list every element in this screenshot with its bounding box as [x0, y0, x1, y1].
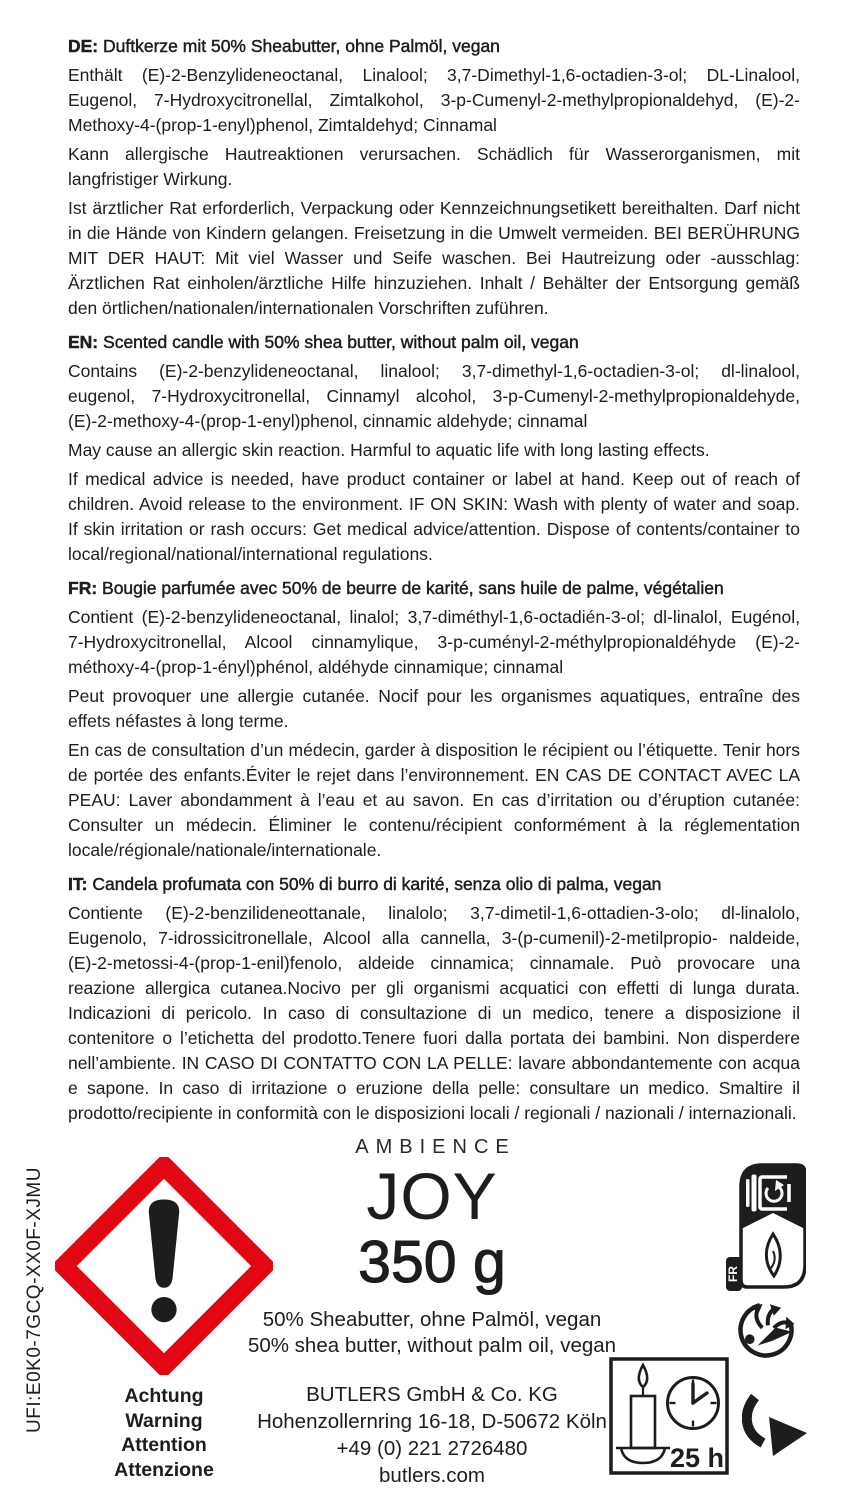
company-phone: +49 (0) 221 2726480: [336, 1437, 528, 1461]
section-it: [68, 872, 800, 1126]
burn-time-label: 25 h: [669, 1443, 724, 1473]
ufi-code: UFI:E0K0-7GCQ-XX0F-XJMU: [24, 1167, 45, 1433]
section-fr-title: FR: Bougie parfumée avec 50% de beurre de karité, sans huile de palme, végétalien: [68, 578, 724, 598]
section-en-title: EN: Scented candle with 50% shea butter, without palm oil, vegan: [68, 332, 579, 352]
info-tri-recycling-icon: [726, 1161, 806, 1291]
paragraph: Enthält (E)-2-Benzylideneoctanal, Linalool; 3,7-Dimethyl-1,6-octadien-3-ol; DL-Linalool, Eugenol, 7-Hydroxycitronellal, Zimtalkohol, 3-p-Cumenyl-2-methylpropionaldehyd, (E)-2-Methoxy-4-(prop-1-enyl)phenol, Zimtaldehyd; Cinnamal: [68, 65, 800, 135]
lang-prefix-fr: FR:: [68, 578, 98, 598]
section-de-title: DE: Duftkerze mit 50% Sheabutter, ohne Palmöl, vegan: [68, 36, 500, 56]
paragraph: Kann allergische Hautreaktionen verursachen. Schädlich für Wasserorganismen, mit langfristiger Wirkung.: [68, 144, 800, 189]
fr-tab-label: FR: [726, 1266, 741, 1282]
claim-en: 50% shea butter, without palm oil, vegan: [247, 1334, 617, 1358]
triman-recycling-icon: [737, 1301, 795, 1359]
company-website: butlers.com: [379, 1464, 485, 1488]
signal-word-de: Achtung: [124, 1385, 204, 1407]
section-en: [68, 330, 800, 567]
flame-icon: [766, 1234, 780, 1276]
paragraph: May cause an allergic skin reaction. Harmful to aquatic life with long lasting effects.: [68, 440, 710, 460]
net-weight: 350 g: [358, 1229, 506, 1296]
paragraph: Peut provoquer une allergie cutanée. Nocif pour les organismes aquatiques, entraîne des effets néfastes à long terme.: [68, 686, 800, 731]
paragraph: Ist ärztlicher Rat erforderlich, Verpackung oder Kennzeichnungsetikett bereithalten. Darf nicht in die Hände von Kindern gelangen. Freisetzung in die Umwelt vermeiden. BEI BERÜHRUNG MIT DER HAUT: Mit viel Wasser und Seife waschen. Bei Hautreizung oder -ausschlag: Ärztlichen Rat einholen/ärztliche Hilfe hinzuziehen. Inhalt / Behälter der Entsorgung gemäß den örtlichen/nationalen/internationalen Vorschriften zuführen.: [68, 198, 800, 318]
turn-label-arrow-icon: [742, 1394, 808, 1460]
lang-prefix-en: EN:: [68, 332, 99, 352]
burn-time-icon: [609, 1357, 729, 1475]
paragraph: Contains (E)-2-benzylideneoctanal, linalool; 3,7-dimethyl-1,6-octadien-3-ol; dl-linalool, eugenol, 7-Hydroxycitronellal, Cinnamyl alcohol, 3-p-Cumenyl-2-methylpropionaldehyde, (E)-2-methoxy-4-(prop-1-enyl)phenol, cinnamic aldehyde; cinnamal: [68, 361, 800, 431]
product-name: JOY: [366, 1159, 498, 1233]
brand-block: [232, 1136, 632, 1489]
paragraph: En cas de consultation d’un médecin, garder à disposition le récipient ou l’étiquette. Tenir hors de portée des enfants.Éviter le rejet dans l’environnement. EN CAS DE CONTACT AVEC LA PEAU: Laver abondamment à l’eau et au savon. En cas d’irritation ou d’éruption cutanée: Consulter un médecin. Éliminer le contenu/récipient conformément à la réglementation locale/régionale/nationale/internationale.: [68, 740, 800, 860]
company-address: [232, 1381, 632, 1489]
section-it-title: IT: Candela profumata con 50% di burro di karité, senza olio di palma, vegan: [68, 874, 662, 894]
section-de: [68, 34, 800, 321]
claim-de: 50% Sheabutter, ohne Palmöl, vegan: [262, 1308, 602, 1332]
paragraph: Contient (E)-2-benzylideneoctanal, linalol; 3,7-diméthyl-1,6-octadién-3-ol; dl-linalol, Eugénol, 7-Hydroxycitronellal, Alcool cinnamylique, 3-p-cuményl-2-méthylpropionaldéhyde (E)-2-méthoxy-4-(prop-1-ényl)phénol, aldéhyde cinnamique; cinnamal: [68, 607, 800, 677]
lang-prefix-it: IT:: [68, 874, 88, 894]
signal-word-en: Warning: [125, 1409, 203, 1432]
paragraph: Contiente (E)-2-benzilideneottanale, linalolo; 3,7-dimetil-1,6-ottadien-3-olo; dl-linalolo, Eugenolo, 7-idrossicitronellale, Alcool alla cannella, 3-(p-cumenil)-2-metilpropio- naldeide, (E)-2-metossi-4-(prop-1-enil)fenolo, aldeide cinnamica; cinnamale. Può provocare una reazione allergica cutanea.Nocivo per gli organismi acquatici con effetti di lunga durata. Indicazioni di pericolo. In caso di consultazione di un medico, tenere a disposizione il contenitore o l’etichetta del prodotto.Tenere fuori dalla portata dei bambini. Non disperdere nell’ambiente. IN CASO DI CONTATTO CON LA PELLE: lavare abbondantemente con acqua e sapone. In caso di irritazione o eruzione della pelle: consultare un medico. Smaltire il prodotto/recipiente in conformità con le disposizioni locali / regionali / nazionali / internazionali.: [68, 903, 800, 1123]
company-street: Hohenzollernring 16-18, D-50672 Köln: [257, 1410, 607, 1434]
product-claims: [232, 1307, 632, 1359]
paragraph: If medical advice is needed, have product container or label at hand. Keep out of reach of children. Avoid release to the environment. IF ON SKIN: Wash with plenty of water and soap. If skin irritation or rash occurs: Get medical advice/attention. Dispose of contents/container to local/regional/national/international regulations.: [68, 469, 800, 564]
collection-name: AMBIENCE: [355, 1136, 516, 1158]
section-fr: [68, 576, 800, 863]
hazard-text-block: [68, 34, 800, 1126]
signal-word-it: Attenzione: [114, 1458, 214, 1481]
lang-prefix-de: DE:: [68, 36, 99, 56]
company-name: BUTLERS GmbH & Co. KG: [306, 1383, 558, 1407]
clock-icon: [668, 1378, 719, 1429]
signal-word-fr: Attention: [121, 1434, 207, 1456]
